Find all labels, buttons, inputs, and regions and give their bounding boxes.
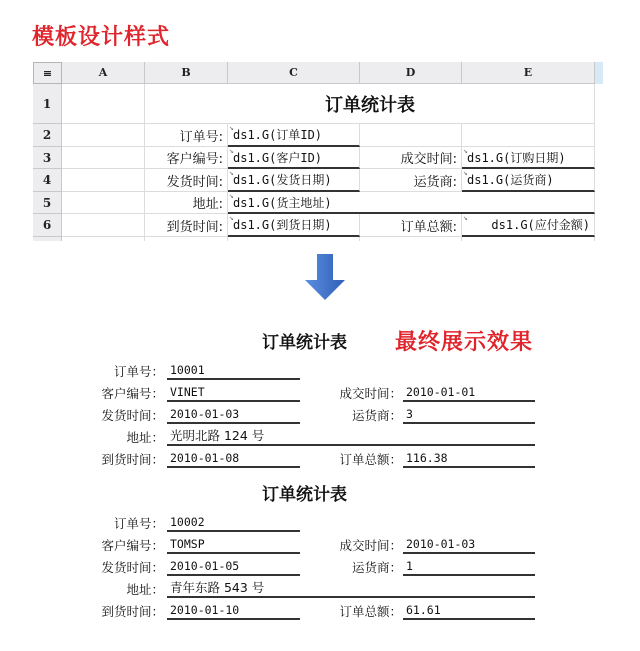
menu-icon: ≡ (42, 66, 53, 80)
formula-text: ds1.G(货主地址) (233, 195, 332, 210)
label-customer-id: 客户编号： (101, 386, 164, 401)
row-header-3[interactable]: 3 (33, 147, 62, 169)
cell-e3[interactable] (462, 147, 595, 169)
cell-d3[interactable]: 成交时间: (360, 147, 462, 169)
label-shipper: 运货商： (351, 560, 402, 575)
cell-a2[interactable] (62, 124, 145, 147)
cell-a4[interactable] (62, 169, 145, 192)
value-customer-id: TOMSP (167, 536, 300, 554)
cell-c4[interactable] (228, 169, 360, 192)
template-spreadsheet (33, 62, 605, 240)
cell-d2[interactable] (360, 124, 462, 147)
cell-d4[interactable]: 运货商: (360, 169, 462, 192)
value-total: 116.38 (403, 450, 535, 468)
expand-marker-icon: ↘ (229, 192, 234, 200)
cell-a3[interactable] (62, 147, 145, 169)
cell-b4[interactable]: 发货时间: (145, 169, 228, 192)
cell-c2[interactable] (228, 124, 360, 147)
label-arrive-date: 到货时间： (101, 452, 164, 467)
label-total: 订单总额： (339, 452, 402, 467)
row-header-2[interactable]: 2 (33, 124, 62, 147)
column-header-c[interactable]: C (228, 62, 360, 84)
cell-c3[interactable] (228, 147, 360, 169)
label-deal-date: 成交时间： (339, 538, 402, 553)
cell-e6[interactable] (462, 214, 595, 237)
label-address: 地址： (126, 430, 164, 445)
down-arrow-icon (305, 254, 345, 302)
expand-marker-icon: ↘ (463, 169, 468, 177)
cell-a1[interactable] (62, 84, 145, 124)
value-arrive-date: 2010-01-10 (167, 602, 300, 620)
cell-d7-partial (360, 237, 462, 241)
label-shipper: 运货商： (351, 408, 402, 423)
label-customer-id: 客户编号： (101, 538, 164, 553)
value-ship-date: 2010-01-05 (167, 558, 300, 576)
label-address: 地址： (126, 582, 164, 597)
expand-marker-icon: ↘ (463, 147, 468, 155)
value-address: 光明北路 124 号 (167, 428, 535, 446)
column-header-b[interactable]: B (145, 62, 228, 84)
report-title: 订单统计表 (262, 333, 347, 353)
cell-c5-merged[interactable] (228, 192, 595, 214)
label-ship-date: 发货时间： (101, 560, 164, 575)
value-customer-id: VINET (167, 384, 300, 402)
cell-a6[interactable] (62, 214, 145, 237)
cell-c6[interactable] (228, 214, 360, 237)
expand-marker-icon: ↘ (229, 169, 234, 177)
cell-b2[interactable]: 订单号: (145, 124, 228, 147)
row-header-7-partial (33, 237, 62, 241)
report-title: 订单统计表 (262, 485, 347, 505)
expand-marker-icon: ↘ (229, 147, 234, 155)
formula-text: ds1.G(运货商) (467, 173, 554, 187)
value-order-id: 10002 (167, 514, 300, 532)
formula-text: ds1.G(客户ID) (233, 150, 323, 165)
expand-marker-icon: ↘ (229, 124, 234, 132)
select-all-corner[interactable] (33, 62, 62, 84)
value-ship-date: 2010-01-03 (167, 406, 300, 424)
label-order-id: 订单号： (113, 364, 164, 379)
row-header-1[interactable]: 1 (33, 84, 62, 124)
formula-text: ds1.G(发货日期) (233, 173, 332, 187)
cell-b5[interactable]: 地址: (145, 192, 228, 214)
column-header-a[interactable]: A (62, 62, 145, 84)
column-header-e[interactable]: E (462, 62, 595, 84)
label-arrive-date: 到货时间： (101, 604, 164, 619)
cell-b3[interactable]: 客户编号: (145, 147, 228, 169)
cell-a5[interactable] (62, 192, 145, 214)
label-deal-date: 成交时间： (339, 386, 402, 401)
value-arrive-date: 2010-01-08 (167, 450, 300, 468)
formula-text: ds1.G(订购日期) (467, 150, 566, 165)
cell-b6[interactable]: 到货时间: (145, 214, 228, 237)
label-ship-date: 发货时间： (101, 408, 164, 423)
row-header-6[interactable]: 6 (33, 214, 62, 237)
row-header-5[interactable]: 5 (33, 192, 62, 214)
column-header-d[interactable]: D (360, 62, 462, 84)
value-shipper: 3 (403, 406, 535, 424)
value-order-id: 10001 (167, 362, 300, 380)
cell-d6[interactable]: 订单总额: (360, 214, 462, 237)
formula-text: ds1.G(订单ID) (233, 128, 323, 142)
cell-b7-partial (145, 237, 228, 241)
row-header-4[interactable]: 4 (33, 169, 62, 192)
value-total: 61.61 (403, 602, 535, 620)
cell-e7-partial (462, 237, 595, 241)
expand-marker-icon: ↘ (229, 214, 234, 222)
value-address: 青年东路 543 号 (167, 580, 535, 598)
expand-marker-icon: ↘ (463, 214, 468, 222)
cell-e4[interactable] (462, 169, 595, 192)
final-result-heading: 最终展示效果 (395, 330, 534, 355)
cell-a7-partial (62, 237, 145, 241)
sheet-report-title: 订单统计表 (325, 95, 415, 116)
formula-text: ds1.G(到货日期) (233, 218, 332, 232)
label-order-id: 订单号： (113, 516, 164, 531)
cell-e2[interactable] (462, 124, 595, 147)
cell-c7-partial (228, 237, 360, 241)
label-total: 订单总额： (339, 604, 402, 619)
template-design-heading: 模板设计样式 (32, 25, 171, 50)
value-deal-date: 2010-01-01 (403, 384, 535, 402)
value-shipper: 1 (403, 558, 535, 576)
formula-text: ds1.G(应付金额) (491, 218, 590, 232)
value-deal-date: 2010-01-03 (403, 536, 535, 554)
cell-b1-merged[interactable] (145, 84, 595, 124)
